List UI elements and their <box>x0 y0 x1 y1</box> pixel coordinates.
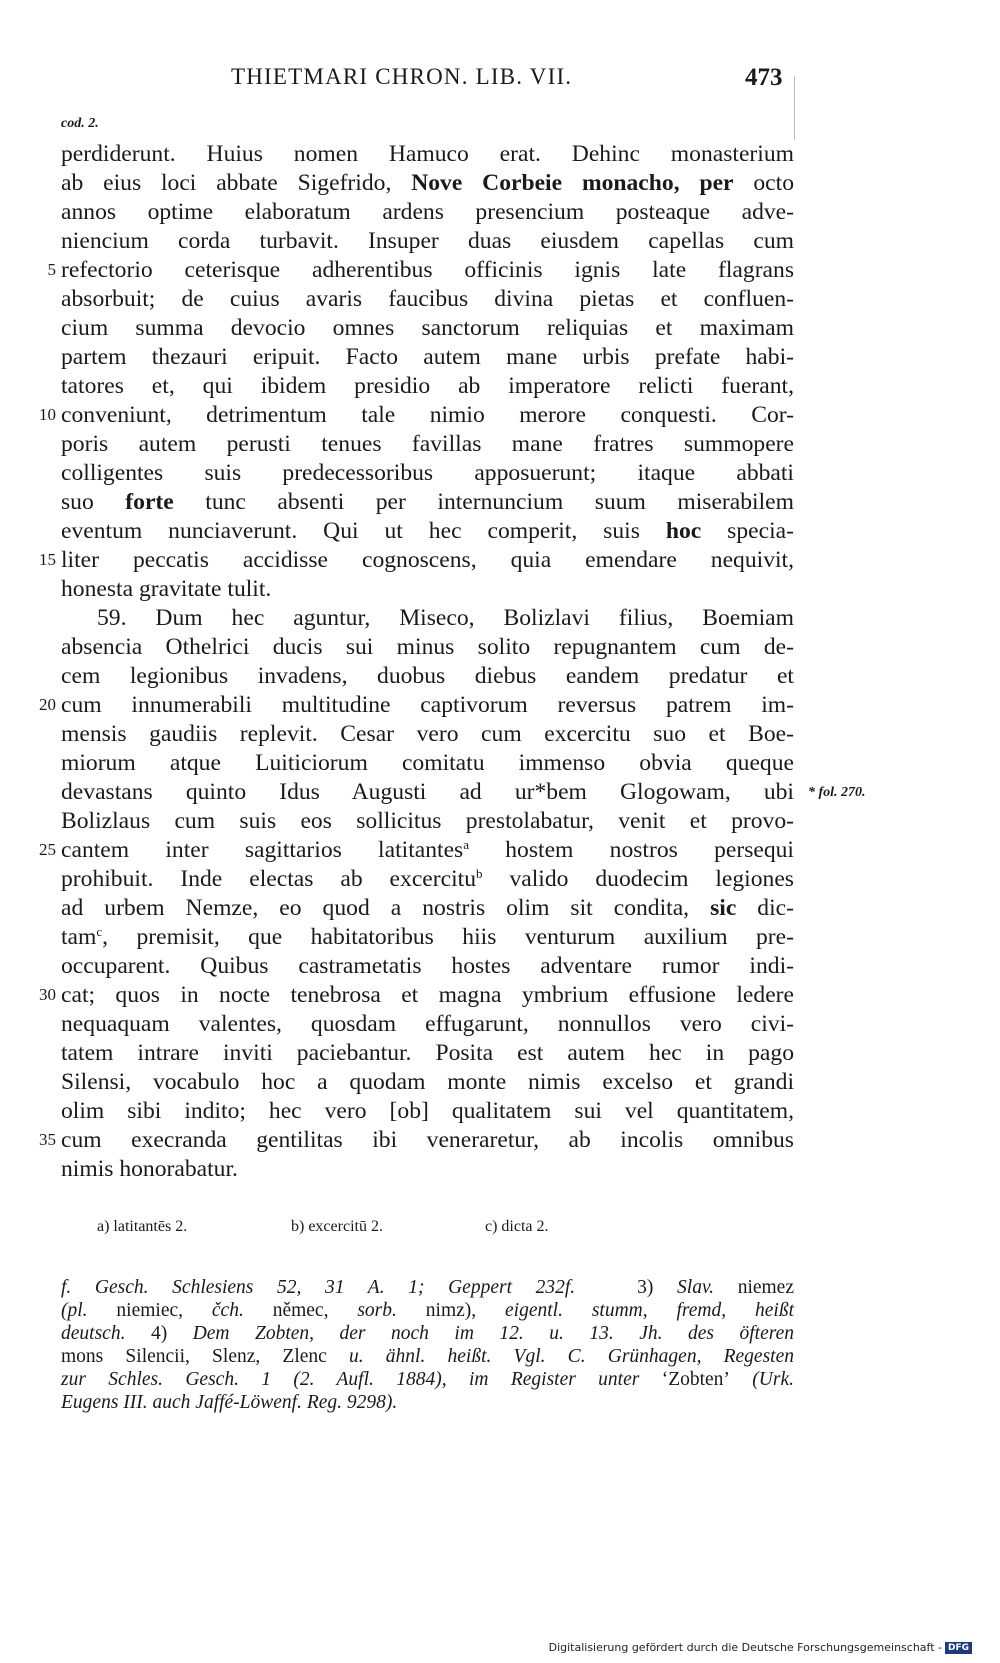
footnote-line: zur Schles. Gesch. 1 (2. Aufl. 1884), im Register unter ‘Zobten’ (Urk. <box>61 1369 794 1390</box>
line-number: 10 <box>39 405 56 424</box>
text-line: miorum atque Luiticiorum comitatu immenso obvia queque <box>61 750 794 776</box>
folio-margin-note: * fol. 270. <box>808 785 866 800</box>
running-head: THIETMARI CHRON. LIB. VII. <box>231 64 573 89</box>
page-number: 473 <box>745 64 783 91</box>
codex-note: cod. 2. <box>61 116 99 131</box>
chapter-start-line: 59. Dum hec aguntur, Miseco, Bolizlavi filius, Boemiam <box>97 605 794 631</box>
apparatus-ref: a <box>463 837 470 852</box>
text-line: nimis honorabatur. <box>61 1156 238 1182</box>
text-line: prohibuit. Inde electas ab excercitu$^b$ valido duodecim legiones <box>61 866 794 892</box>
line-number: 30 <box>39 985 56 1004</box>
text-line: honesta gravitate tulit. <box>61 576 272 602</box>
apparatus-note-a: a) latitantēs 2. <box>97 1218 188 1235</box>
footnote-line: deutsch. 4) Dem Zobten, der noch im 12. u. 13. Jh. des öfteren <box>61 1323 795 1344</box>
text-line: nequaquam valentes, quosdam effugarunt, nonnullos vero civi- <box>61 1011 794 1037</box>
apparatus-ref: b <box>476 866 483 881</box>
text-line: tatem intrare inviti paciebantur. Posita est autem hec in pago <box>61 1040 794 1066</box>
text-line: mensis gaudiis replevit. Cesar vero cum excercitu suo et Boe- <box>61 721 794 747</box>
text-line: absencia Othelrici ducis sui minus solito repugnantem cum de- <box>61 634 794 660</box>
text-line: tatores et, qui ibidem presidio ab imperatore relicti fuerant, <box>61 373 794 399</box>
apparatus-note-c: c) dicta 2. <box>485 1218 549 1235</box>
text-line: olim sibi indito; hec vero [ob] qualitatem sui vel quantitatem, <box>61 1098 794 1124</box>
text-line: partem thezauri eripuit. Facto autem mane urbis prefate habi- <box>61 344 794 370</box>
footnote-line: (pl. niemiec, čch. němec, sorb. nimz), eigentl. stumm, fremd, heißt <box>61 1300 795 1321</box>
line-number: 20 <box>39 695 56 714</box>
text-line: conveniunt, detrimentum tale nimio merore conquesti. Cor- <box>61 402 794 428</box>
text-line: tam$^c$, premisit, que habitatoribus hiis venturum auxilium pre- <box>61 924 794 950</box>
line-number: 15 <box>39 550 56 569</box>
dfg-logo: DFG <box>945 1642 972 1654</box>
line-number: 25 <box>39 840 56 859</box>
footnote-line: Eugens III. auch Jaffé-Löwenf. Reg. 9298). <box>61 1392 398 1413</box>
apparatus-ref: c <box>96 924 103 939</box>
text-line: refectorio ceterisque adherentibus officinis ignis late flagrans <box>61 257 794 283</box>
text-line: suo forte tunc absenti per internuncium suum miserabilem <box>61 489 794 515</box>
critical-apparatus <box>97 1218 549 1236</box>
footnote-line: mons Silencii, Slenz, Zlenc u. ähnl. heißt. Vgl. C. Grünhagen, Regesten <box>61 1346 795 1367</box>
text-line: eventum nunciaverunt. Qui ut hec comperit, suis hoc specia- <box>61 518 794 544</box>
footnote-line: f. Gesch. Schlesiens 52, 31 A. 1; Geppert 232f. 3) Slav. niemez <box>61 1277 794 1298</box>
text-line: cat; quos in nocte tenebrosa et magna ymbrium effusione ledere <box>61 982 794 1008</box>
text-line: liter peccatis accidisse cognoscens, quia emendare nequivit, <box>61 547 794 573</box>
gutter-mark <box>794 76 795 140</box>
text-line: ad urbem Nemze, eo quod a nostris olim sit condita, sic dic- <box>61 895 794 921</box>
digitization-credit <box>549 1641 972 1654</box>
text-line: cantem inter sagittarios latitantes$^a$ hostem nostros persequi <box>61 837 794 863</box>
line-number: 35 <box>39 1130 56 1149</box>
line-number: 5 <box>47 260 56 279</box>
text-line: Bolizlaus cum suis eos sollicitus prestolabatur, venit et provo- <box>61 808 794 834</box>
text-line: cum innumerabili multitudine captivorum reversus patrem im- <box>61 692 794 718</box>
text-line: ab eius loci abbate Sigefrido, Nove Corbeie monacho, per octo <box>61 170 795 196</box>
apparatus-note-b: b) excercitū 2. <box>291 1218 383 1235</box>
text-line: annos optime elaboratum ardens presencium posteaque adve- <box>61 199 794 225</box>
text-line: absorbuit; de cuius avaris faucibus divina pietas et confluen- <box>61 286 794 312</box>
text-line: occuparent. Quibus castrametatis hostes adventare rumor indi- <box>61 953 794 979</box>
text-line: cium summa devocio omnes sanctorum reliquias et maximam <box>61 315 794 341</box>
text-line: cem legionibus invadens, duobus diebus eandem predatur et <box>61 663 794 689</box>
text-line: Silensi, vocabulo hoc a quodam monte nimis excelso et grandi <box>61 1069 794 1095</box>
text-line: niencium corda turbavit. Insuper duas eiusdem capellas cum <box>61 228 794 254</box>
text-line: poris autem perusti tenues favillas mane fratres summopere <box>61 431 794 457</box>
text-line: perdiderunt. Huius nomen Hamuco erat. Dehinc monasterium <box>61 141 794 167</box>
text-line: colligentes suis predecessoribus apposuerunt; itaque abbati <box>61 460 794 486</box>
text-line: cum execranda gentilitas ibi veneraretur, ab incolis omnibus <box>61 1127 794 1153</box>
text-line: devastans quinto Idus Augusti ad ur*bem Glogowam, ubi <box>61 779 794 805</box>
credit-text: Digitalisierung gefördert durch die Deutsche Forschungsgemeinschaft - <box>548 1641 942 1654</box>
